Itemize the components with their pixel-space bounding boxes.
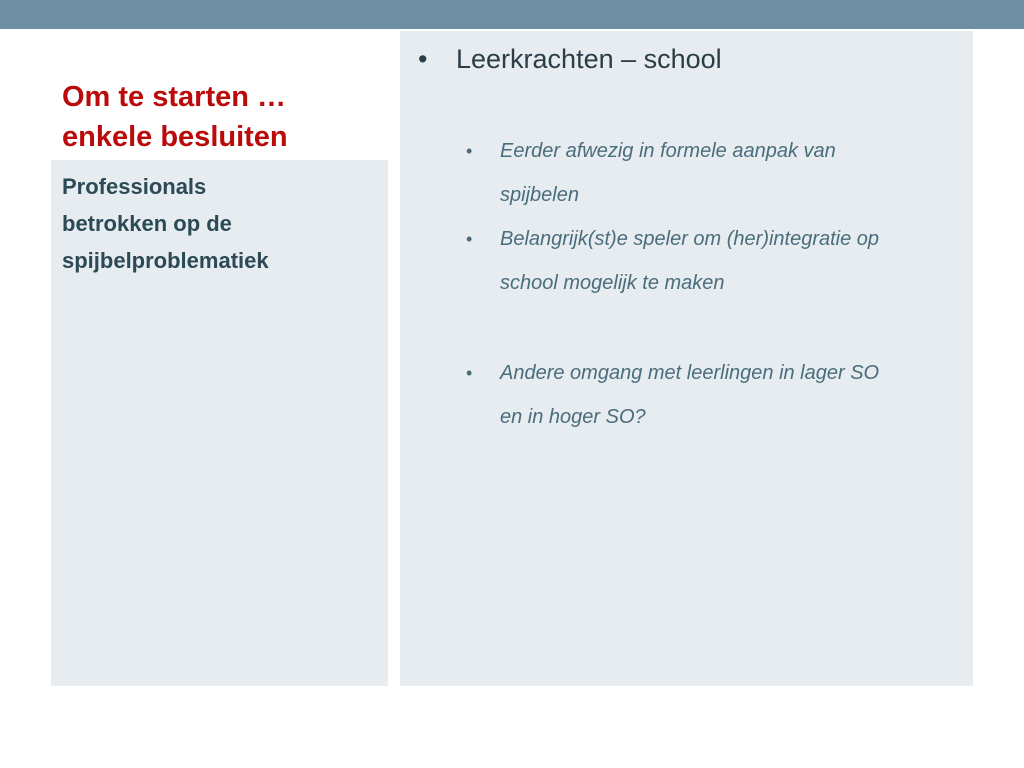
slide-title-line: Om te starten … <box>62 81 286 113</box>
sub-bullet-line: Andere omgang met leerlingen in lager SO <box>500 362 880 384</box>
sub-bullet-line: spijbelen <box>500 184 579 206</box>
main-bullet <box>418 39 722 79</box>
panel-subtitle-line: spijbelproblematiek <box>62 248 269 273</box>
bullet-marker: • <box>418 44 428 74</box>
sub-bullet-list <box>466 129 966 305</box>
left-content-panel <box>51 160 388 686</box>
slide-title-line: enkele besluiten <box>62 121 288 153</box>
right-content-panel <box>400 31 973 686</box>
sub-bullet-line: Belangrijk(st)e speler om (her)integratie op <box>500 228 880 250</box>
panel-subtitle <box>62 168 372 279</box>
sub-bullet-marker: • <box>466 229 473 249</box>
panel-subtitle-line: betrokken op de <box>62 211 232 236</box>
sub-bullet-marker: • <box>466 141 473 161</box>
sub-bullet-marker: • <box>466 363 473 383</box>
sub-bullet-line: school mogelijk te maken <box>500 272 725 294</box>
sub-bullet-item <box>466 129 966 217</box>
sub-bullet-item <box>466 351 966 439</box>
slide-title <box>62 77 382 157</box>
sub-bullet-item <box>466 217 966 305</box>
main-bullet-text: Leerkrachten – school <box>456 44 722 74</box>
sub-bullet-line: en in hoger SO? <box>500 406 646 428</box>
sub-bullet-line: Eerder afwezig in formele aanpak van <box>500 140 836 162</box>
panel-subtitle-line: Professionals <box>62 174 207 199</box>
top-accent-bar <box>0 0 1024 29</box>
sub-bullet-list <box>466 351 966 439</box>
